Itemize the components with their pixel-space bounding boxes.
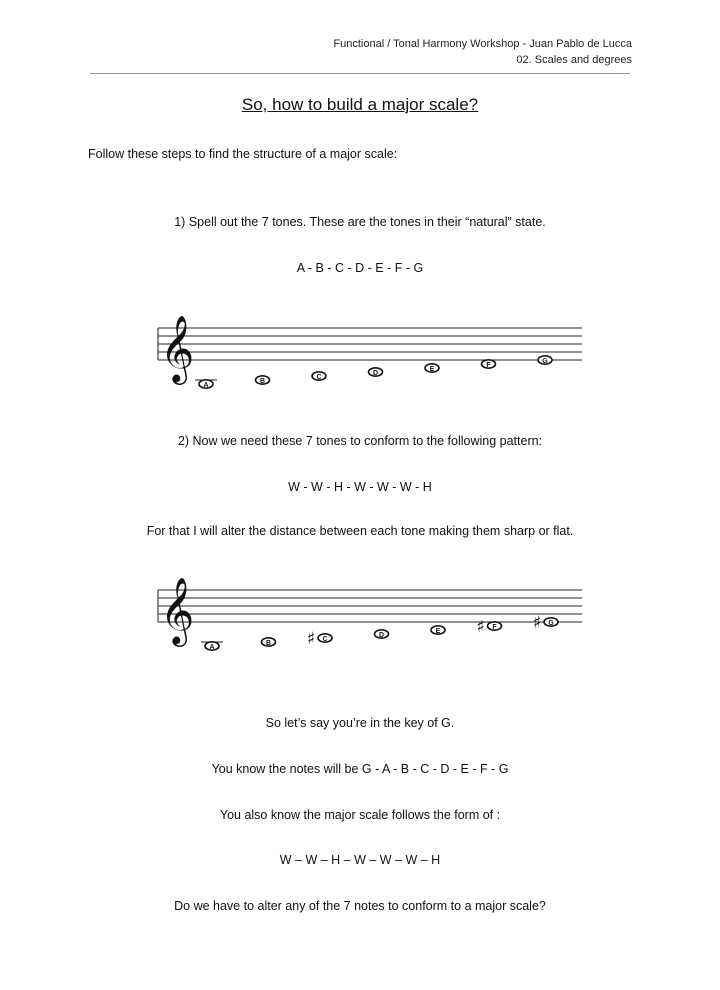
altered-note-f — [476, 617, 501, 637]
sharp-icon: ♯ — [476, 617, 485, 637]
step-2-text: 2) Now we need these 7 tones to conform to the following pattern: — [177, 434, 543, 448]
note-letter: G — [548, 619, 554, 627]
note-letter: E — [429, 365, 435, 373]
header-workshop-title: Functional / Tonal Harmony Workshop - Juan Pablo de Lucca — [333, 38, 632, 50]
note-letter: D — [378, 631, 385, 639]
natural-tones-text: A - B - C - D - E - F - G — [296, 261, 424, 275]
header-divider — [90, 73, 630, 74]
natural-note-d — [369, 368, 383, 377]
form-text: You also know the major scale follows the form of : — [219, 808, 501, 822]
natural-note-g — [538, 356, 552, 365]
step-1-text: 1) Spell out the 7 tones. These are the tones in their “natural” state. — [174, 215, 546, 229]
note-letter: D — [372, 369, 379, 377]
treble-clef-icon: 𝄞 — [160, 576, 195, 644]
alter-text: For that I will alter the distance between each tone making them sharp or flat. — [146, 524, 574, 538]
note-letter: B — [265, 639, 272, 647]
altered-note-e — [431, 626, 445, 635]
note-letter: E — [435, 627, 441, 635]
natural-note-b — [256, 376, 270, 385]
note-letter: A — [209, 643, 215, 651]
intro-text: Follow these steps to find the structure of a major scale: — [88, 147, 398, 161]
pattern-text-2: W – W – H – W – W – W – H — [279, 853, 441, 867]
note-letter: F — [486, 361, 491, 369]
notes-text: You know the notes will be G - A - B - C - D - E - F - G — [211, 762, 509, 776]
page-header — [333, 36, 632, 68]
altered-note-g — [533, 613, 558, 633]
header-section: 02. Scales and degrees — [516, 54, 632, 66]
natural-note-e — [425, 364, 439, 373]
pattern-text: W - W - H - W - W - W - H — [288, 480, 432, 494]
staff-natural — [150, 310, 590, 390]
sharp-icon: ♯ — [532, 613, 542, 633]
note-letter: A — [203, 381, 209, 389]
page-title: So, how to build a major scale? — [241, 95, 479, 114]
natural-note-f — [482, 360, 496, 369]
note-letter: F — [492, 623, 497, 631]
altered-note-c — [307, 629, 332, 649]
altered-note-a — [201, 642, 223, 651]
question-text: Do we have to alter any of the 7 notes to conform to a major scale? — [174, 899, 546, 913]
note-letter: C — [322, 635, 328, 643]
key-text: So let’s say you’re in the key of G. — [265, 716, 455, 730]
natural-note-c — [312, 372, 326, 381]
altered-note-b — [262, 638, 276, 647]
note-letter: B — [259, 377, 266, 385]
altered-note-d — [375, 630, 389, 639]
note-letter: G — [542, 357, 548, 365]
sharp-icon: ♯ — [306, 629, 316, 649]
staff-altered — [150, 572, 590, 652]
natural-note-a — [195, 380, 217, 389]
treble-clef-icon: 𝄞 — [160, 314, 195, 382]
note-letter: C — [316, 373, 322, 381]
